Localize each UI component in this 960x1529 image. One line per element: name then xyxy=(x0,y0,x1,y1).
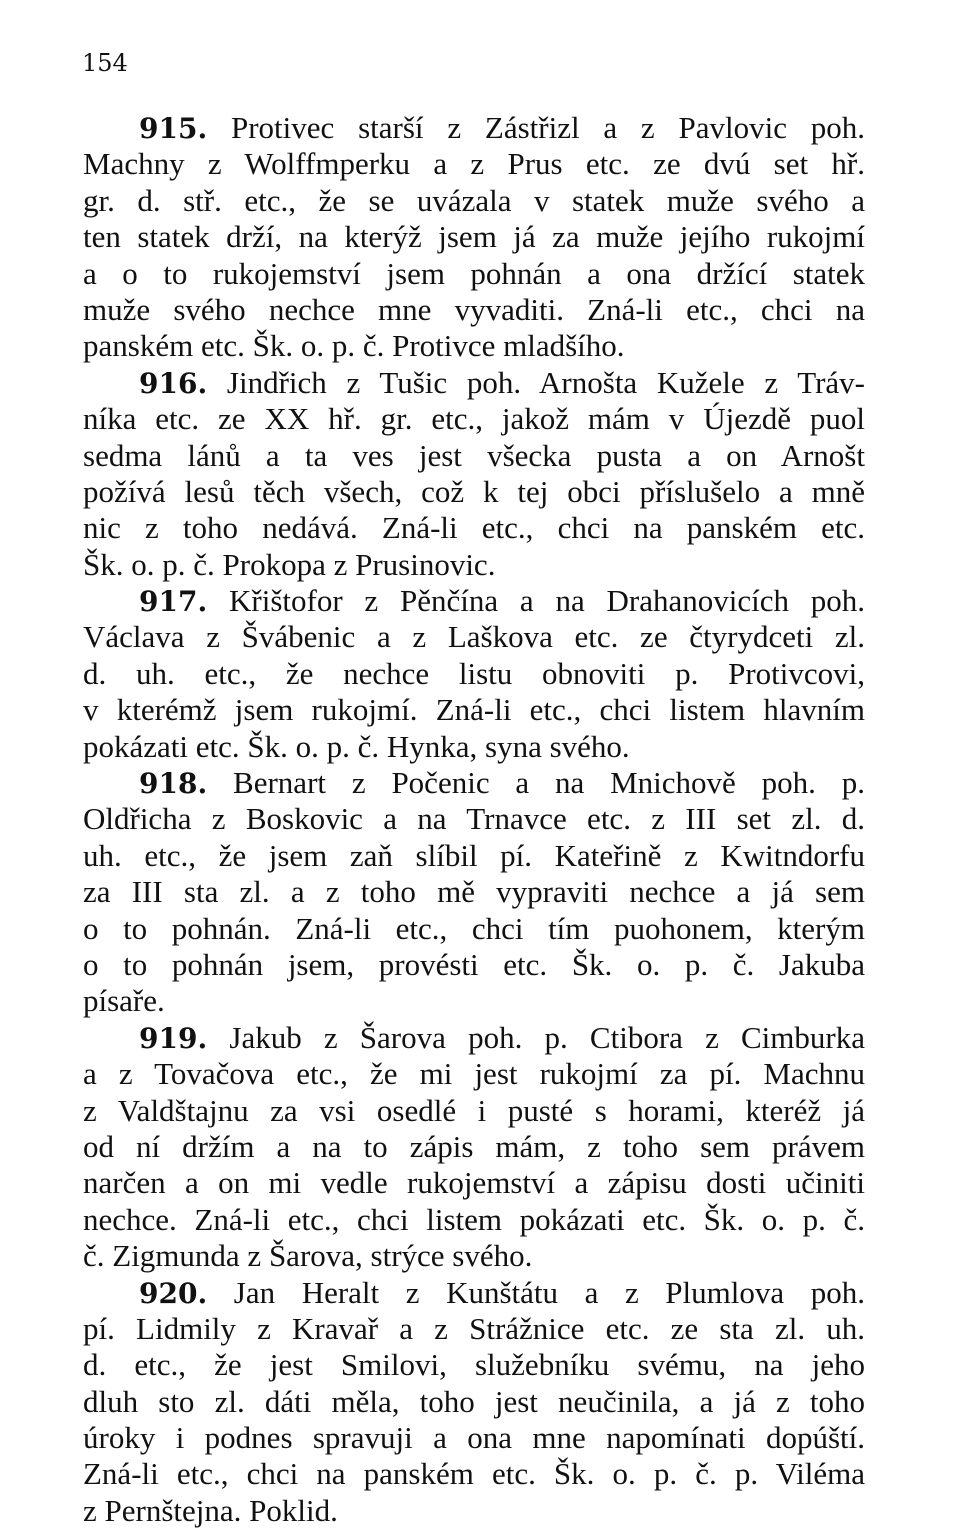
text-line: Machny z Wolffmperku a z Prus etc. ze dvú set hř. xyxy=(83,146,865,182)
text-line: Václava z Švábenic a z Laškova etc. ze čtyrydceti zl. xyxy=(83,619,865,655)
text-line: o to pohnán jsem, provésti etc. Šk. o. p. č. Jakuba xyxy=(83,947,865,983)
entry-918 xyxy=(83,765,865,1020)
line-text: Jakub z Šarova poh. p. Ctibora z Cimburka xyxy=(207,1020,865,1055)
text-line: narčen a on mi vedle rukojemství a zápisu dosti učiniti xyxy=(83,1165,865,1201)
text-line: od ní držím a na to zápis mám, z toho sem právem xyxy=(83,1129,865,1165)
line-text: Jan Heralt z Kunštátu a z Plumlova poh. xyxy=(207,1275,865,1310)
text-line: o to pohnán. Zná-li etc., chci tím puohonem, kterým xyxy=(83,911,865,947)
text-line: a o to rukojemství jsem pohnán a ona držící statek xyxy=(83,256,865,292)
document-body xyxy=(83,110,865,1529)
entry-number: 917. xyxy=(139,585,207,618)
text-line: požívá lesů těch všech, což k tej obci příslušelo a mně xyxy=(83,474,865,510)
text-line: úroky i podnes spravuji a ona mne napomínati dopúští. xyxy=(83,1420,865,1456)
page-number: 154 xyxy=(82,48,128,78)
line-text: Protivec starší z Zástřizl a z Pavlovic poh. xyxy=(207,110,865,145)
text-line: č. Zigmunda z Šarova, strýce svého. xyxy=(83,1238,865,1274)
text-line: nechce. Zná-li etc., chci listem pokázati etc. Šk. o. p. č. xyxy=(83,1202,865,1238)
entry-917 xyxy=(83,583,865,765)
entry-number: 918. xyxy=(139,767,207,800)
text-line: Oldřicha z Boskovic a na Trnavce etc. z III set zl. d. xyxy=(83,801,865,837)
text-line: d. etc., že jest Smilovi, služebníku svému, na jeho xyxy=(83,1347,865,1383)
text-line: níka etc. ze XX hř. gr. etc., jakož mám v Újezdě puol xyxy=(83,401,865,437)
text-line: muže svého nechce mne vyvaditi. Zná-li etc., chci na xyxy=(83,292,865,328)
line-text: Křištofor z Pěnčína a na Drahanovicích poh. xyxy=(207,583,865,618)
text-line xyxy=(83,365,865,401)
line-text: Bernart z Počenic a na Mnichově poh. p. xyxy=(207,765,865,800)
entry-920 xyxy=(83,1275,865,1529)
text-line: nic z toho nedává. Zná-li etc., chci na panském etc. xyxy=(83,510,865,546)
line-text: Jindřich z Tušic poh. Arnošta Kužele z Tráv- xyxy=(207,365,865,400)
text-line xyxy=(83,583,865,619)
text-line: gr. d. stř. etc., že se uvázala v statek muže svého a xyxy=(83,183,865,219)
text-line: ten statek drží, na kterýž jsem já za muže jejího rukojmí xyxy=(83,219,865,255)
text-line: z Valdštajnu za vsi osedlé i pusté s horami, kteréž já xyxy=(83,1093,865,1129)
text-line: Zná-li etc., chci na panském etc. Šk. o. p. č. p. Viléma xyxy=(83,1456,865,1492)
text-line: pí. Lidmily z Kravař a z Strážnice etc. ze sta zl. uh. xyxy=(83,1311,865,1347)
entry-number: 915. xyxy=(139,112,207,145)
text-line: z Pernštejna. Poklid. xyxy=(83,1493,865,1529)
entry-number: 920. xyxy=(139,1277,207,1310)
entry-916 xyxy=(83,365,865,583)
text-line: za III sta zl. a z toho mě vypraviti nechce a já sem xyxy=(83,874,865,910)
entry-915 xyxy=(83,110,865,365)
text-line: d. uh. etc., že nechce listu obnoviti p. Protivcovi, xyxy=(83,656,865,692)
text-line xyxy=(83,765,865,801)
text-line: v kterémž jsem rukojmí. Zná-li etc., chci listem hlavním xyxy=(83,692,865,728)
text-line: a z Tovačova etc., že mi jest rukojmí za pí. Machnu xyxy=(83,1056,865,1092)
text-line: uh. etc., že jsem zaň slíbil pí. Kateřině z Kwitndorfu xyxy=(83,838,865,874)
text-line: panském etc. Šk. o. p. č. Protivce mladšího. xyxy=(83,328,865,364)
text-line: pokázati etc. Šk. o. p. č. Hynka, syna svého. xyxy=(83,729,865,765)
entry-919 xyxy=(83,1020,865,1275)
text-line: písaře. xyxy=(83,983,865,1019)
text-line xyxy=(83,110,865,146)
text-line xyxy=(83,1020,865,1056)
text-line: sedma lánů a ta ves jest všecka pusta a on Arnošt xyxy=(83,438,865,474)
text-line: dluh sto zl. dáti měla, toho jest neučinila, a já z toho xyxy=(83,1384,865,1420)
text-line xyxy=(83,1275,865,1311)
text-line: Šk. o. p. č. Prokopa z Prusinovic. xyxy=(83,547,865,583)
entry-number: 916. xyxy=(139,367,207,400)
entry-number: 919. xyxy=(139,1022,207,1055)
